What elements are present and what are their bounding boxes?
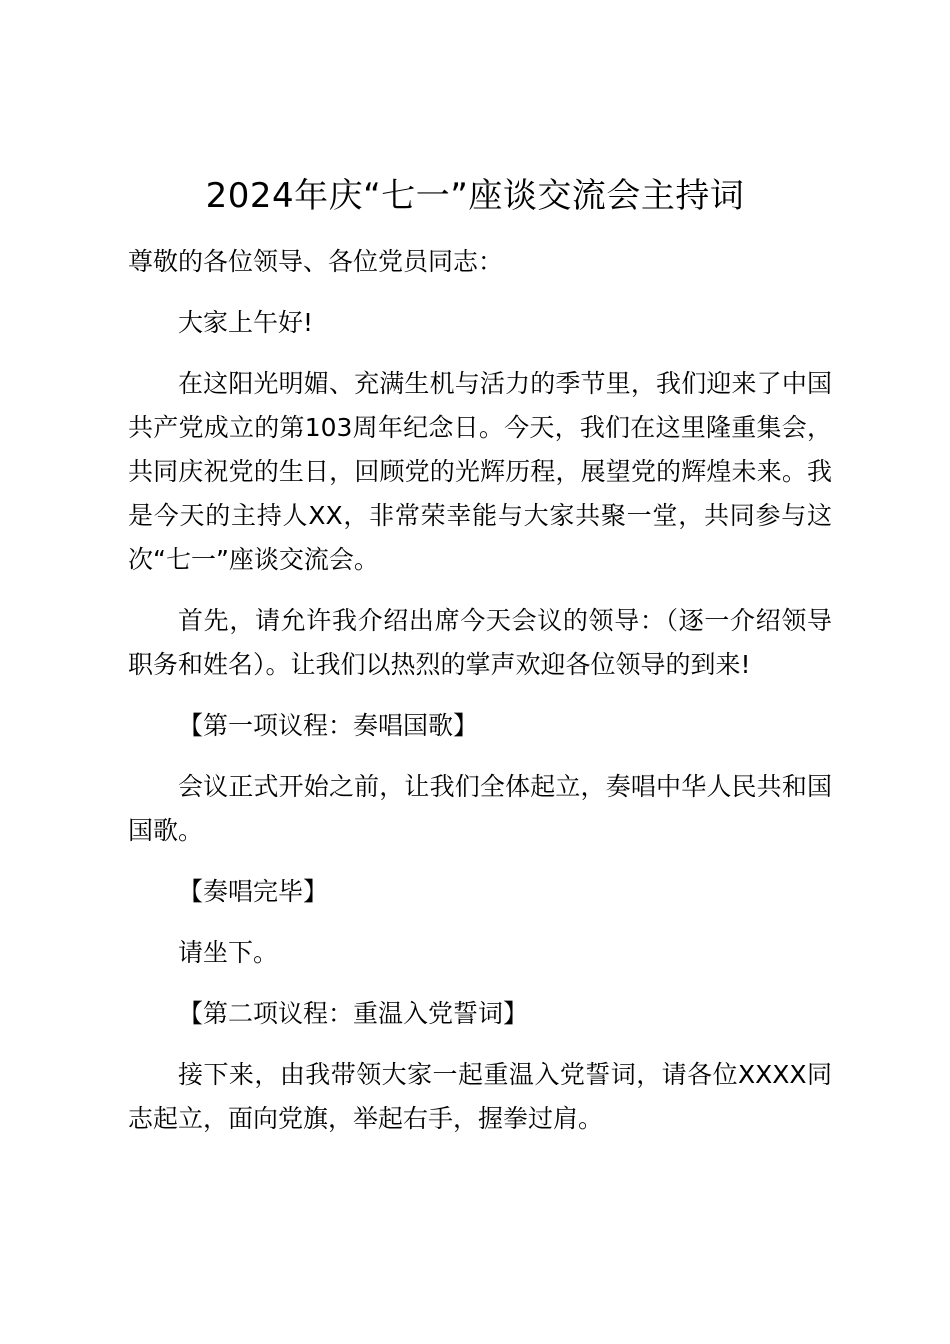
paragraph-introduction: 在这阳光明媚、充满生机与活力的季节里，我们迎来了中国共产党成立的第103周年纪念日。今天，我们在这里隆重集会，共同庆祝党的生日，回顾党的光辉历程，展望党的辉煌未来。我是今天的主持人XX，非常荣幸能与大家共聚一堂，共同参与这次“七一”座谈交流会。 [128, 369, 832, 574]
agenda-item-1: 【第一项议程：奏唱国歌】 [178, 711, 479, 740]
agenda-note-anthem-done: 【奏唱完毕】 [178, 877, 329, 906]
paragraph-sit-down: 请坐下。 [178, 938, 279, 967]
document-title: 2024年庆“七一”座谈交流会主持词 [205, 176, 745, 216]
document-body [128, 240, 832, 1158]
paragraph-opening: 大家上午好! [178, 308, 314, 337]
agenda-item-2: 【第二项议程：重温入党誓词】 [178, 999, 529, 1028]
paragraph-leaders: 首先，请允许我介绍出席今天会议的领导：（逐一介绍领导职务和姓名）。让我们以热烈的掌声欢迎各位领导的到来! [128, 606, 832, 679]
paragraph-oath: 接下来，由我带领大家一起重温入党誓词，请各位XXXX同志起立，面向党旗，举起右手，握拳过肩。 [128, 1060, 832, 1133]
greeting: 尊敬的各位领导、各位党员同志： [128, 247, 504, 276]
paragraph-anthem: 会议正式开始之前，让我们全体起立，奏唱中华人民共和国国歌。 [128, 772, 832, 845]
